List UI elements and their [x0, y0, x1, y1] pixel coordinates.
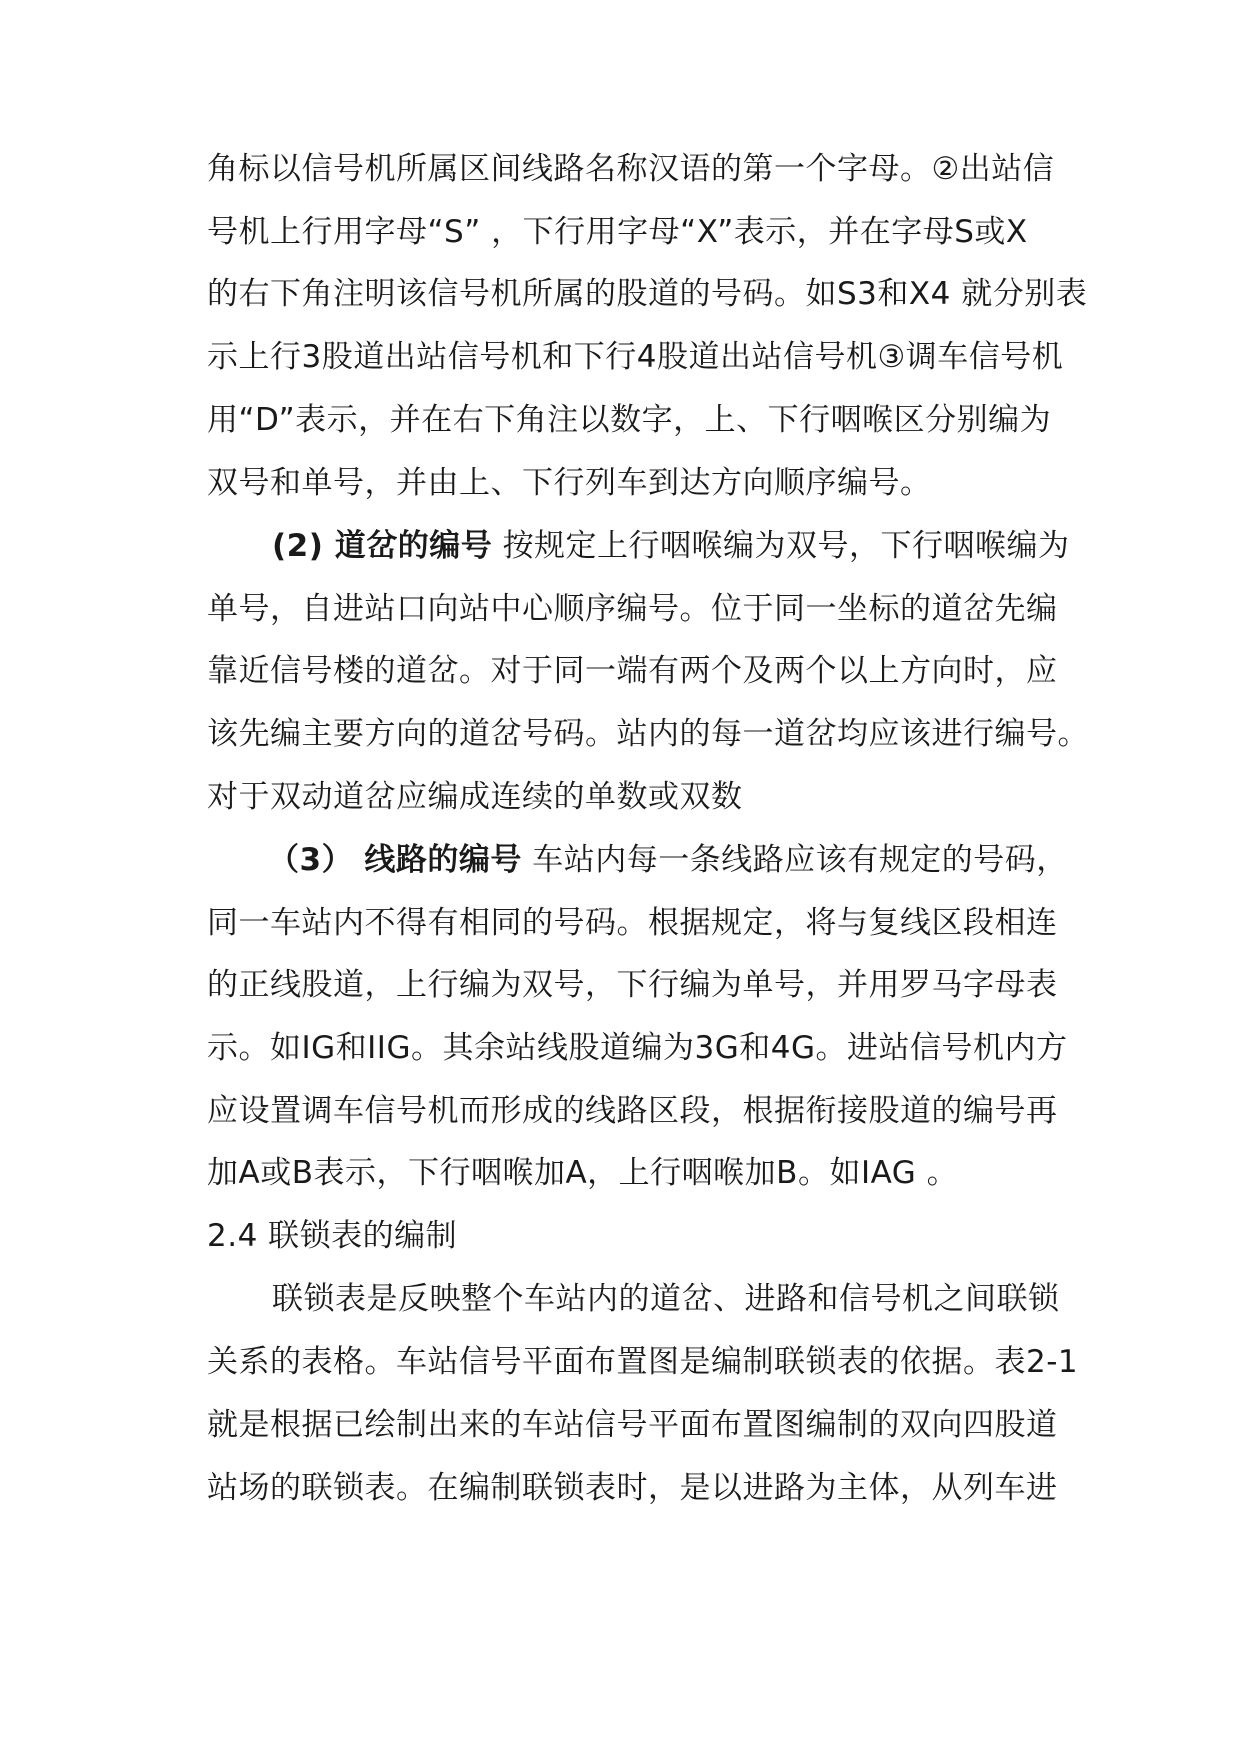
text-line: 关系的表格。车站信号平面布置图是编制联锁表的依据。表2-1 [207, 1344, 1079, 1380]
text-line: 就是根据已绘制出来的车站信号平面布置图编制的双向四股道 [207, 1407, 1058, 1443]
text-line: 对于双动道岔应编成连续的单数或双数 [207, 779, 743, 815]
text-line: 号机上行用字母“S” ，下行用字母“X”表示，并在字母S或X [207, 214, 1028, 250]
text-line: 示。如IG和IIG。其余站线股道编为3G和4G。进站信号机内方 [207, 1030, 1068, 1066]
section-3-first-line [268, 840, 1068, 880]
text-line: 应设置调车信号机而形成的线路区段，根据衔接股道的编号再 [207, 1093, 1058, 1129]
text-line: 双号和单号，并由上、下行列车到达方向顺序编号。 [207, 465, 932, 501]
section-2-first-line-text: 按规定上行咽喉编为双号，下行咽喉编为 [502, 528, 1070, 564]
text-line: 的右下角注明该信号机所属的股道的号码。如S3和X4 就分别表 [207, 276, 1088, 312]
text-line: 该先编主要方向的道岔号码。站内的每一道岔均应该进行编号。 [207, 716, 1089, 752]
section-2-first-line [272, 526, 1070, 566]
text-line: 站场的联锁表。在编制联锁表时，是以进路为主体，从列车进 [207, 1470, 1058, 1506]
section-title: 2.4 联锁表的编制 [207, 1218, 458, 1254]
text-line: 的正线股道，上行编为双号，下行编为单号，并用罗马字母表 [207, 967, 1058, 1003]
section-3-heading: （3） 线路的编号 [268, 842, 522, 878]
paragraph-first-line: 联锁表是反映整个车站内的道岔、进路和信号机之间联锁 [272, 1281, 1060, 1317]
text-line: 示上行3股道出站信号机和下行4股道出站信号机③调车信号机 [207, 339, 1064, 375]
text-line: 靠近信号楼的道岔。对于同一端有两个及两个以上方向时，应 [207, 653, 1058, 689]
section-3-first-line-text: 车站内每一条线路应该有规定的号码， [532, 842, 1068, 878]
text-line: 同一车站内不得有相同的号码。根据规定，将与复线区段相连 [207, 905, 1058, 941]
section-2-heading: (2) 道岔的编号 [272, 528, 493, 564]
text-line: 单号，自进站口向站中心顺序编号。位于同一坐标的道岔先编 [207, 591, 1058, 627]
text-line: 角标以信号机所属区间线路名称汉语的第一个字母。②出站信 [207, 151, 1055, 187]
text-line: 加A或B表示，下行咽喉加A，上行咽喉加B。如IAG 。 [207, 1155, 959, 1191]
text-line: 用“D”表示，并在右下角注以数字，上、下行咽喉区分别编为 [207, 402, 1052, 438]
